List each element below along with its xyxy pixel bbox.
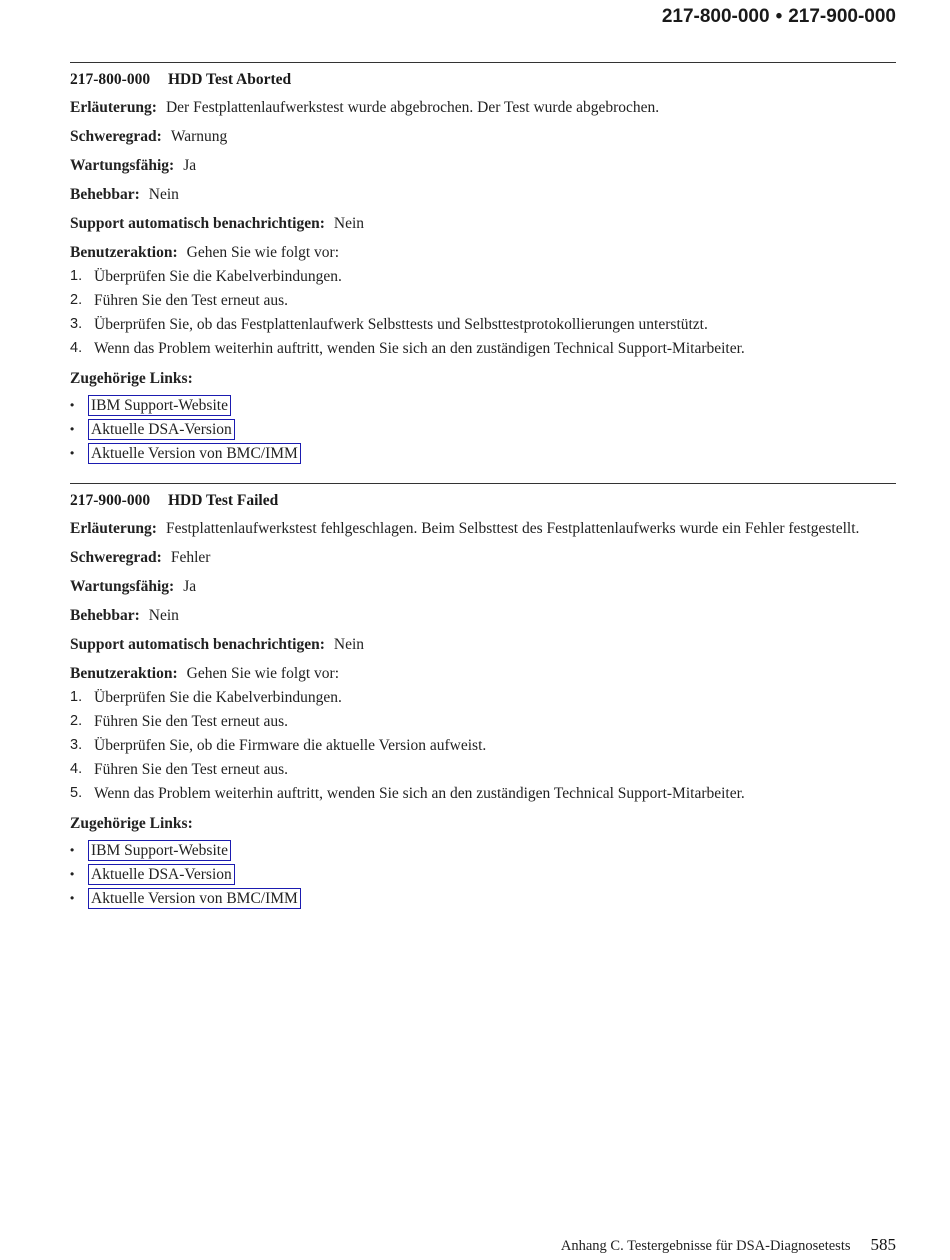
bullet-icon: • xyxy=(70,891,75,905)
recoverable-label: Behebbar: xyxy=(70,186,140,203)
user-action-field xyxy=(70,243,896,262)
user-action-label: Benutzeraktion: xyxy=(70,244,178,261)
related-links-label: Zugehörige Links: xyxy=(70,370,193,387)
step-number: 2. xyxy=(70,713,83,729)
step-item xyxy=(70,688,896,712)
step-text: Überprüfen Sie die Kabelverbindungen. xyxy=(94,689,342,706)
severity-value: Fehler xyxy=(170,549,211,566)
entry-217-800-000 xyxy=(70,62,896,465)
recoverable-label: Behebbar: xyxy=(70,607,140,624)
step-text: Führen Sie den Test erneut aus. xyxy=(94,713,289,730)
severity-value: Warnung xyxy=(170,128,228,145)
serviceable-label: Wartungsfähig: xyxy=(70,157,175,174)
current-bmc-imm-version-link[interactable]: Aktuelle Version von BMC/IMM xyxy=(88,443,301,464)
ibm-support-website-link[interactable]: IBM Support-Website xyxy=(88,840,231,861)
step-item xyxy=(70,315,896,339)
notify-label: Support automatisch benachrichtigen: xyxy=(70,215,325,232)
step-item xyxy=(70,784,896,808)
recoverable-field xyxy=(70,185,896,204)
step-item xyxy=(70,339,896,363)
entry-heading xyxy=(70,490,896,512)
step-text: Wenn das Problem weiterhin auftritt, wenden Sie sich an den zuständigen Technical Support-Mitarbeiter. xyxy=(94,340,745,357)
action-steps xyxy=(70,688,896,808)
serviceable-field xyxy=(70,156,896,175)
severity-field xyxy=(70,548,896,567)
entry-code: 217-800-000 xyxy=(70,71,151,88)
notify-field xyxy=(70,635,896,654)
step-text: Führen Sie den Test erneut aus. xyxy=(94,761,289,778)
notify-field xyxy=(70,214,896,233)
step-number: 3. xyxy=(70,737,83,753)
user-action-text: Gehen Sie wie folgt vor: xyxy=(186,244,340,261)
step-number: 4. xyxy=(70,761,83,777)
current-bmc-imm-version-link[interactable]: Aktuelle Version von BMC/IMM xyxy=(88,888,301,909)
explanation-field xyxy=(70,98,896,117)
step-text: Überprüfen Sie, ob das Festplattenlaufwerk Selbsttests und Selbsttestprotokollierungen unterstützt. xyxy=(94,316,708,333)
entry-heading xyxy=(70,69,896,91)
current-dsa-version-link[interactable]: Aktuelle DSA-Version xyxy=(88,864,235,885)
entry-code: 217-900-000 xyxy=(70,492,151,509)
link-item xyxy=(70,417,896,441)
severity-label: Schweregrad: xyxy=(70,128,162,145)
user-action-field xyxy=(70,664,896,683)
page-number: 585 xyxy=(870,1235,896,1254)
explanation-label: Erläuterung: xyxy=(70,99,157,116)
bullet-icon: • xyxy=(70,843,75,857)
explanation-field xyxy=(70,519,896,538)
page-footer xyxy=(561,1235,896,1255)
entry-title: HDD Test Failed xyxy=(168,492,279,509)
current-dsa-version-link[interactable]: Aktuelle DSA-Version xyxy=(88,419,235,440)
explanation-text: Der Festplattenlaufwerkstest wurde abgebrochen. Der Test wurde abgebrochen. xyxy=(165,99,660,116)
step-number: 1. xyxy=(70,268,83,284)
related-links-list xyxy=(70,838,896,910)
recoverable-value: Nein xyxy=(148,186,179,203)
step-number: 4. xyxy=(70,340,83,356)
step-item xyxy=(70,760,896,784)
related-links-label: Zugehörige Links: xyxy=(70,815,193,832)
step-item xyxy=(70,291,896,315)
bullet-icon: • xyxy=(70,422,75,436)
link-item xyxy=(70,393,896,417)
link-item xyxy=(70,862,896,886)
step-number: 5. xyxy=(70,785,83,801)
step-text: Überprüfen Sie, ob die Firmware die aktuelle Version aufweist. xyxy=(94,737,487,754)
entry-title: HDD Test Aborted xyxy=(168,71,292,88)
serviceable-value: Ja xyxy=(183,157,197,174)
bullet-icon: • xyxy=(70,398,75,412)
recoverable-value: Nein xyxy=(148,607,179,624)
notify-label: Support automatisch benachrichtigen: xyxy=(70,636,325,653)
action-steps xyxy=(70,267,896,363)
recoverable-field xyxy=(70,606,896,625)
notify-value: Nein xyxy=(333,215,365,232)
step-text: Wenn das Problem weiterhin auftritt, wenden Sie sich an den zuständigen Technical Support-Mitarbeiter. xyxy=(94,785,745,802)
running-header xyxy=(662,6,896,28)
related-links-list xyxy=(70,393,896,465)
entry-divider xyxy=(70,62,896,63)
severity-label: Schweregrad: xyxy=(70,549,162,566)
bullet-icon: • xyxy=(70,867,75,881)
header-code-b: 217-900-000 xyxy=(788,6,896,27)
explanation-label: Erläuterung: xyxy=(70,520,157,537)
link-item xyxy=(70,886,896,910)
notify-value: Nein xyxy=(333,636,365,653)
ibm-support-website-link[interactable]: IBM Support-Website xyxy=(88,395,231,416)
bullet-icon: • xyxy=(70,446,75,460)
step-number: 2. xyxy=(70,292,83,308)
serviceable-label: Wartungsfähig: xyxy=(70,578,175,595)
user-action-text: Gehen Sie wie folgt vor: xyxy=(186,665,340,682)
step-item xyxy=(70,267,896,291)
link-item xyxy=(70,441,896,465)
user-action-label: Benutzeraktion: xyxy=(70,665,178,682)
entry-divider xyxy=(70,483,896,484)
severity-field xyxy=(70,127,896,146)
step-text: Überprüfen Sie die Kabelverbindungen. xyxy=(94,268,342,285)
header-code-a: 217-800-000 xyxy=(661,6,770,27)
entry-217-900-000 xyxy=(70,483,896,910)
serviceable-field xyxy=(70,577,896,596)
serviceable-value: Ja xyxy=(183,578,197,595)
header-separator: • xyxy=(775,6,783,27)
step-item xyxy=(70,736,896,760)
step-text: Führen Sie den Test erneut aus. xyxy=(94,292,289,309)
chapter-title: Anhang C. Testergebnisse für DSA-Diagnosetests xyxy=(560,1238,851,1254)
step-number: 1. xyxy=(70,689,83,705)
link-item xyxy=(70,838,896,862)
explanation-text: Festplattenlaufwerkstest fehlgeschlagen. Beim Selbsttest des Festplattenlaufwerks wurde ein Fehler festgestellt. xyxy=(165,520,860,537)
step-number: 3. xyxy=(70,316,83,332)
step-item xyxy=(70,712,896,736)
